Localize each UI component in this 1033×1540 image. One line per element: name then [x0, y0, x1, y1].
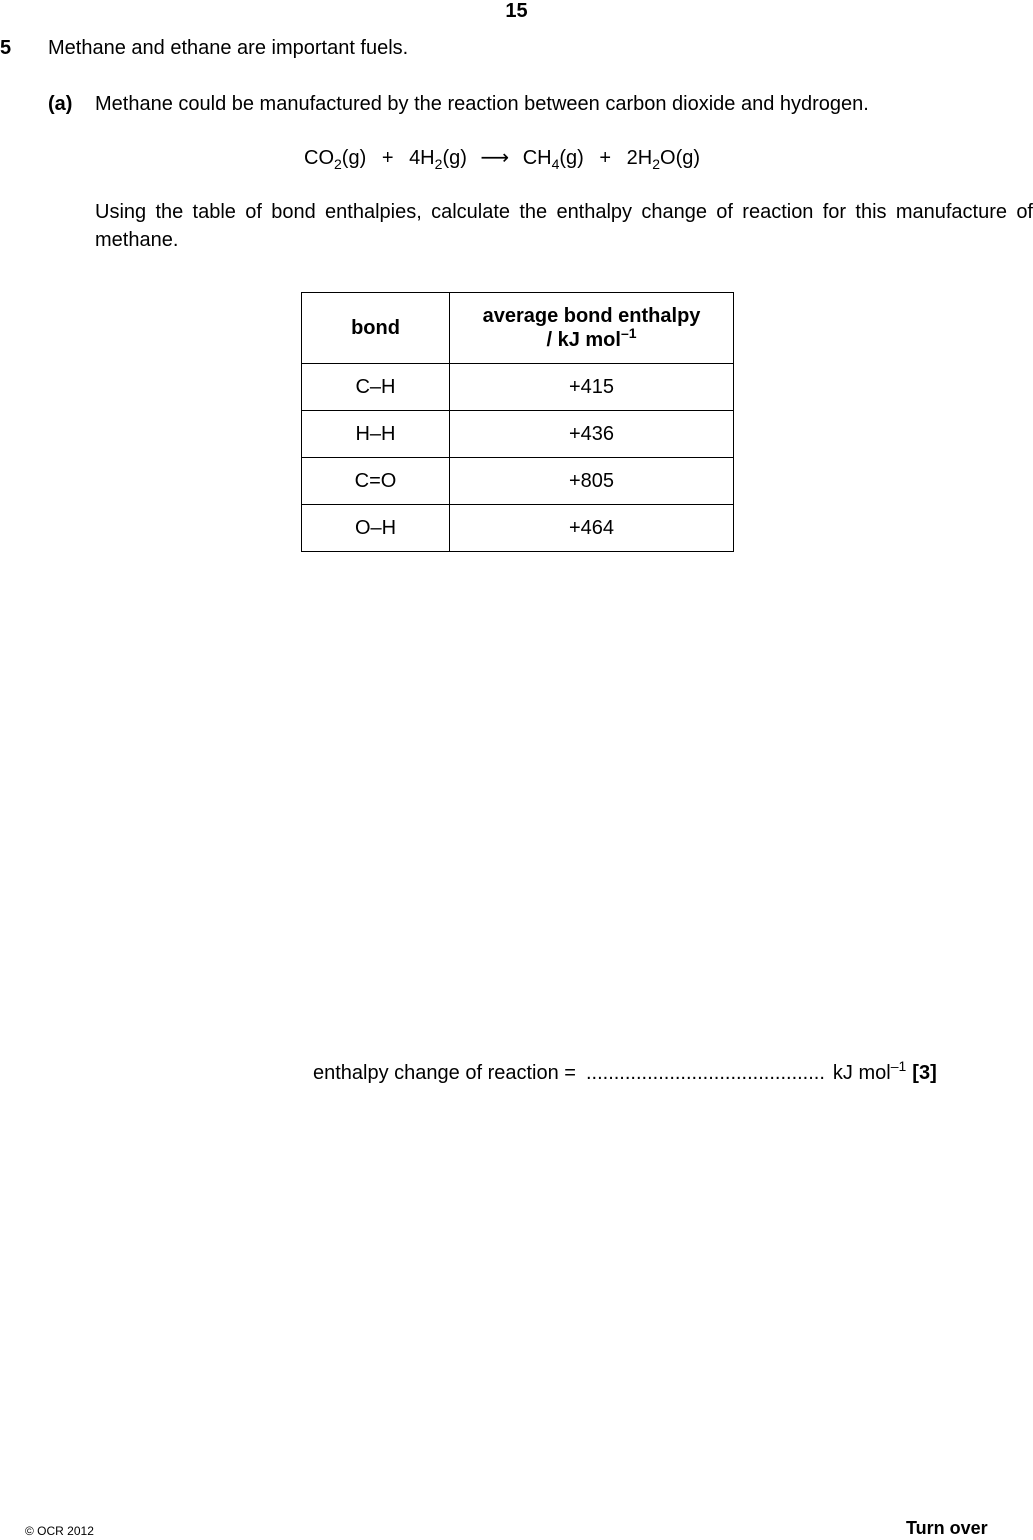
instruction-text: Using the table of bond enthalpies, calculate the enthalpy change of reaction for this manufacture of methane. — [95, 201, 1033, 251]
enthalpy-cell: +415 — [450, 364, 734, 411]
plus-sign: + — [599, 147, 612, 169]
part-a-label: (a) — [48, 93, 73, 115]
product-ch4: $CH_4(g)$ — [522, 147, 584, 172]
copyright: © OCR 2012 — [25, 1524, 94, 1538]
question-number: 5 — [0, 37, 12, 59]
question-intro: Methane and ethane are important fuels. — [48, 37, 409, 59]
reactant-h2: $4H_2(g)$ — [409, 147, 467, 172]
answer-unit: kJ mol$^{-1}$ — [832, 1058, 907, 1084]
marks-badge: [3] — [912, 1062, 937, 1084]
enthalpy-cell: +436 — [450, 411, 734, 458]
table-header-row — [302, 293, 734, 364]
enthalpy-cell: +464 — [450, 505, 734, 552]
enthalpy-cell: +805 — [450, 458, 734, 505]
bond-enthalpy-table — [301, 292, 734, 552]
answer-blank[interactable]: ........................................... — [585, 1062, 825, 1084]
header-bond: bond — [302, 293, 450, 364]
table-row — [302, 364, 734, 411]
turn-over: Turn over — [906, 1518, 988, 1538]
chemical-equation — [304, 145, 700, 172]
bond-cell: C–H — [302, 364, 450, 411]
bond-cell: O–H — [302, 505, 450, 552]
product-h2o: $2H_2O(g)$ — [626, 147, 701, 172]
bond-cell: H–H — [302, 411, 450, 458]
answer-line — [313, 1058, 937, 1085]
bond-cell: C=O — [302, 458, 450, 505]
reactant-co2: $CO_2(g)$ — [304, 147, 367, 172]
part-a-text: Methane could be manufactured by the reaction between carbon dioxide and hydrogen. — [95, 93, 869, 115]
answer-label: enthalpy change of reaction = — [313, 1062, 576, 1084]
page-number: 15 — [505, 0, 528, 22]
reaction-arrow-icon: ⟶ — [480, 147, 510, 169]
table-row — [302, 505, 734, 552]
header-enthalpy: average bond enthalpy / kJ mol$^{-1}$ — [450, 293, 734, 364]
table-row — [302, 411, 734, 458]
plus-sign: + — [381, 147, 394, 169]
table-row — [302, 458, 734, 505]
